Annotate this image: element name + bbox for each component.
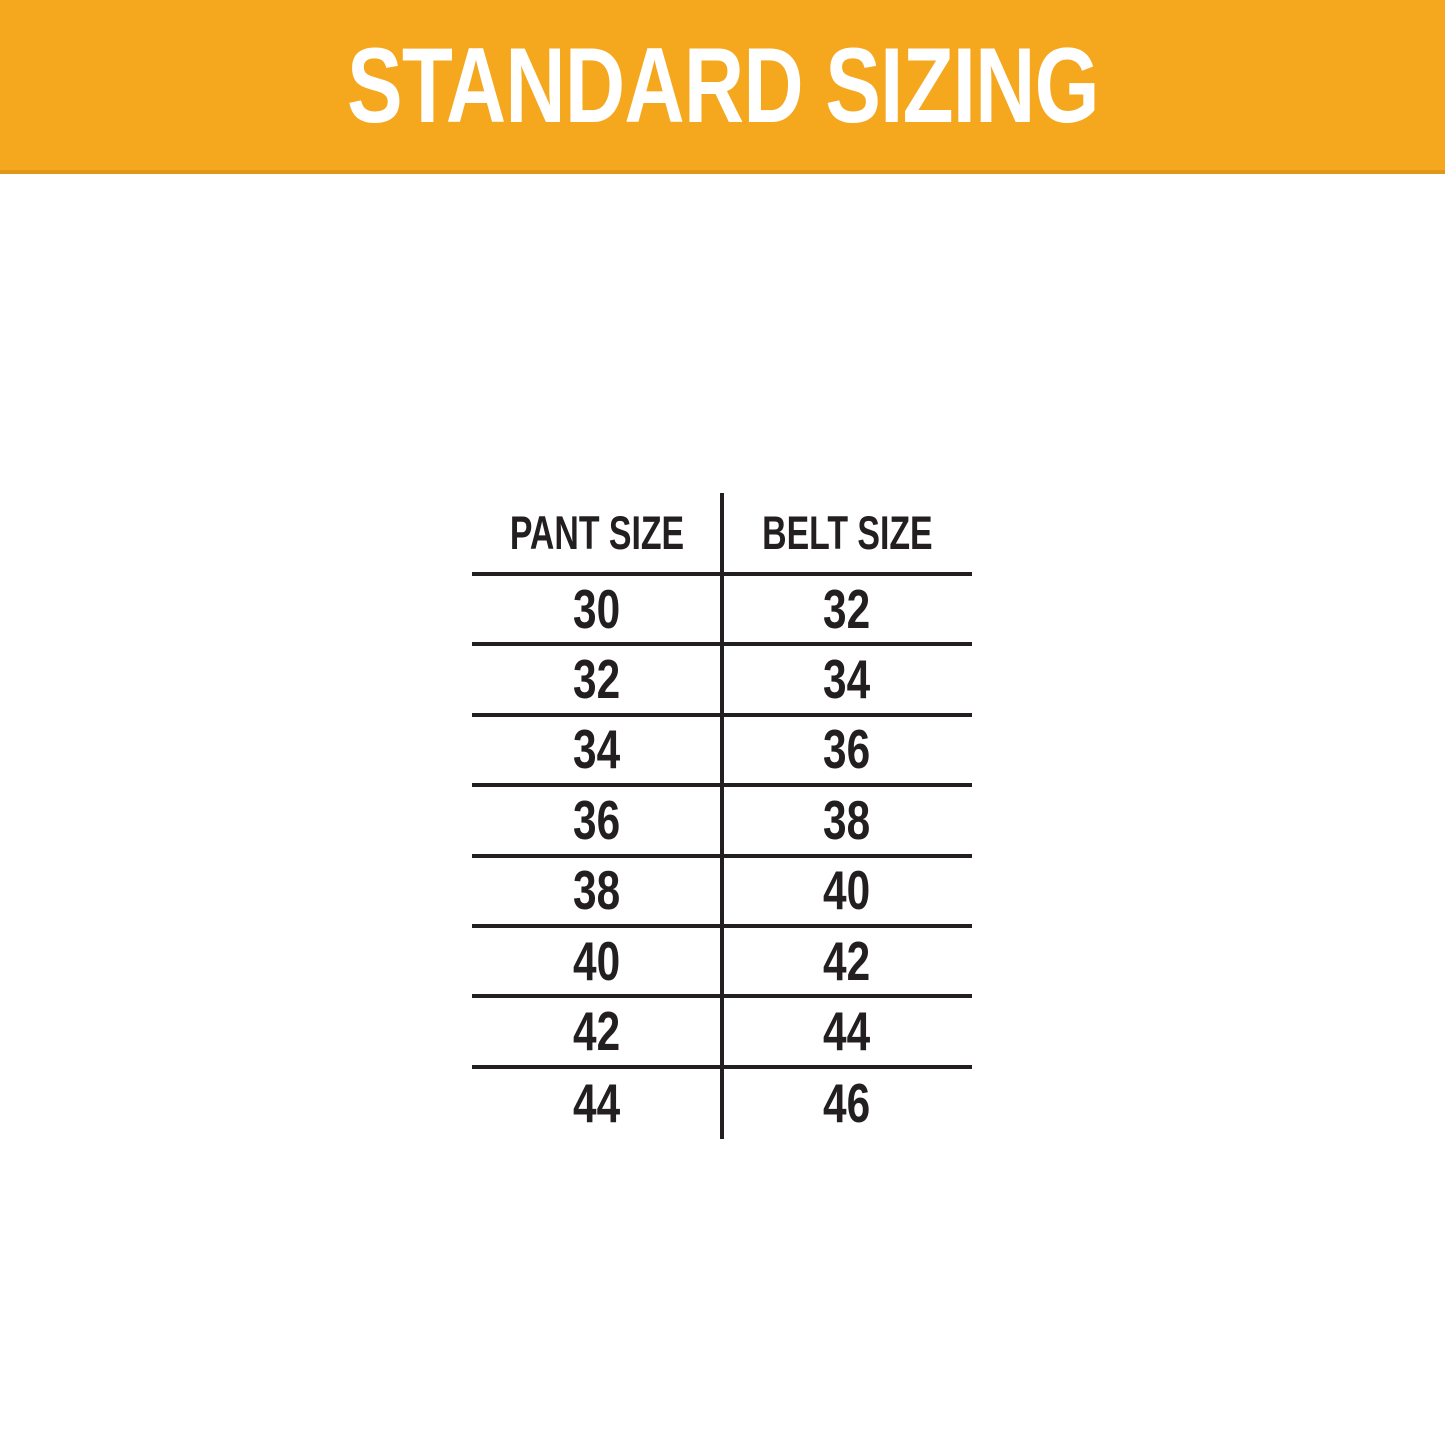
belt-size-cell — [722, 646, 972, 712]
belt-size-value: 32 — [823, 577, 871, 640]
pant-size-value: 36 — [573, 788, 621, 851]
title-banner — [0, 0, 1445, 174]
pant-size-header-cell — [472, 493, 722, 572]
pant-size-cell — [472, 1069, 722, 1139]
belt-size-cell — [722, 717, 972, 783]
belt-size-cell — [722, 787, 972, 853]
belt-size-cell — [722, 998, 972, 1064]
pant-size-cell — [472, 717, 722, 783]
belt-size-value: 42 — [823, 929, 871, 992]
belt-size-cell — [722, 576, 972, 642]
column-divider-rule — [720, 493, 724, 1139]
size-conversion-table — [472, 493, 972, 1139]
pant-size-header-label: PANT SIZE — [509, 506, 685, 559]
belt-size-cell — [722, 928, 972, 994]
pant-size-value: 42 — [573, 999, 621, 1062]
belt-size-cell — [722, 858, 972, 924]
pant-size-cell — [472, 998, 722, 1064]
pant-size-value: 32 — [573, 648, 621, 711]
belt-size-value: 36 — [823, 718, 871, 781]
belt-size-value: 40 — [823, 859, 871, 922]
belt-size-value: 34 — [823, 648, 871, 711]
pant-size-value: 44 — [573, 1072, 621, 1135]
belt-size-cell — [722, 1069, 972, 1139]
pant-size-value: 30 — [573, 577, 621, 640]
pant-size-value: 40 — [573, 929, 621, 992]
belt-size-value: 38 — [823, 788, 871, 851]
belt-size-value: 44 — [823, 999, 871, 1062]
pant-size-cell — [472, 576, 722, 642]
belt-size-header-label: BELT SIZE — [761, 506, 933, 559]
page-title: STANDARD SIZING — [346, 24, 1099, 145]
pant-size-value: 34 — [573, 718, 621, 781]
pant-size-value: 38 — [573, 859, 621, 922]
belt-size-header-cell — [722, 493, 972, 572]
pant-size-cell — [472, 646, 722, 712]
pant-size-cell — [472, 928, 722, 994]
pant-size-cell — [472, 858, 722, 924]
pant-size-cell — [472, 787, 722, 853]
belt-size-value: 46 — [823, 1072, 871, 1135]
